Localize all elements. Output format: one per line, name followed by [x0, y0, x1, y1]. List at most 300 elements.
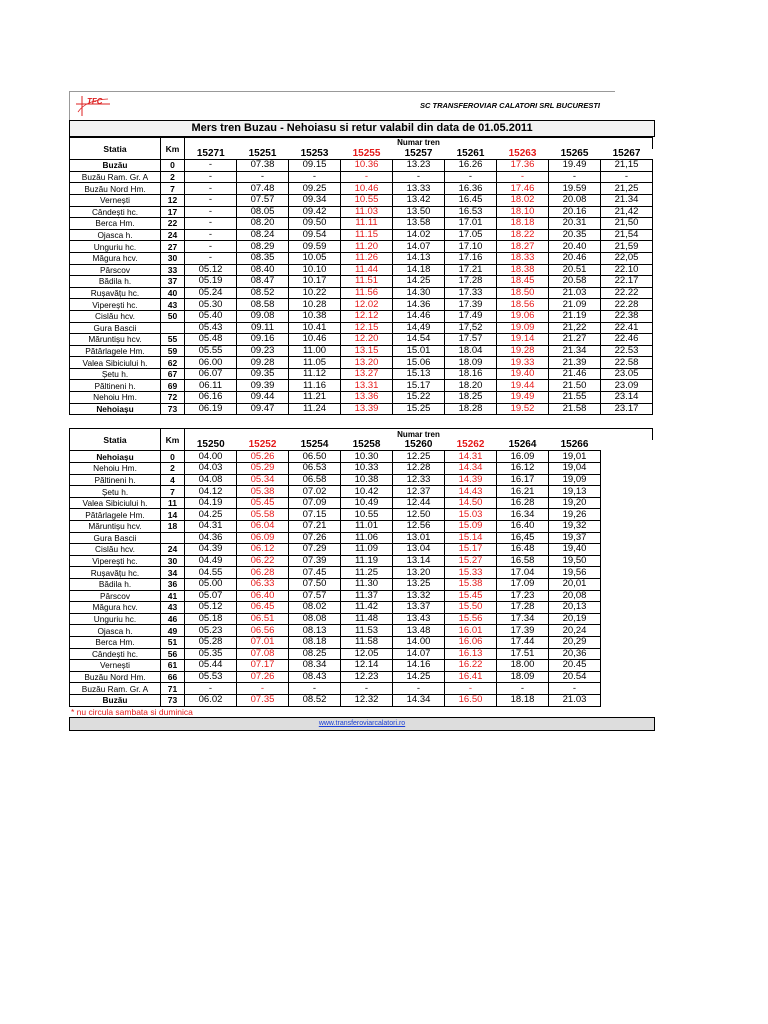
departure-time: 19,40: [549, 544, 601, 556]
departure-time: 10.55: [341, 509, 393, 521]
km-value: 2: [161, 463, 185, 475]
departure-time: 07.08: [237, 648, 289, 660]
numar-tren-header: Numar tren: [185, 429, 653, 440]
empty-cell: [601, 555, 653, 567]
table-row: [70, 403, 653, 415]
table-row: [70, 241, 653, 253]
station-name: Măgura hcv.: [70, 602, 161, 614]
station-name: Nehoiașu: [70, 451, 161, 463]
table-row: [70, 578, 653, 590]
departure-time: 17.04: [497, 567, 549, 579]
departure-time: 18.04: [445, 345, 497, 357]
km-value: 71: [161, 683, 185, 695]
departure-time: 09.25: [289, 183, 341, 195]
departure-time: 14,49: [393, 322, 445, 334]
train-number: 15267: [601, 149, 653, 160]
departure-time: 17.46: [497, 183, 549, 195]
departure-time: 15.45: [445, 590, 497, 602]
footnote: * nu circula sambata si duminica: [71, 706, 193, 717]
departure-time: 08.24: [237, 229, 289, 241]
departure-time: 20.45: [549, 660, 601, 672]
station-name: Buzău Nord Hm.: [70, 671, 161, 683]
departure-time: 19.40: [497, 368, 549, 380]
departure-time: 21,15: [601, 160, 653, 172]
departure-time: 13.27: [341, 368, 393, 380]
departure-time: 21.27: [549, 334, 601, 346]
departure-time: 11.58: [341, 636, 393, 648]
table-row: [70, 322, 653, 334]
departure-time: 14.34: [393, 694, 445, 706]
km-value: 73: [161, 694, 185, 706]
departure-time: 21,50: [601, 218, 653, 230]
table-row: [70, 694, 653, 706]
departure-time: 06.58: [289, 474, 341, 486]
table-row: [70, 334, 653, 346]
departure-time: 16.45: [445, 194, 497, 206]
departure-time: 05.53: [185, 671, 237, 683]
empty-cell: [601, 451, 653, 463]
station-name: Pârscov: [70, 264, 161, 276]
departure-time: 07.48: [237, 183, 289, 195]
departure-time: 12.02: [341, 299, 393, 311]
departure-time: 16.50: [445, 694, 497, 706]
empty-cell: [601, 590, 653, 602]
departure-time: 18.22: [497, 229, 549, 241]
table-row: [70, 264, 653, 276]
numar-tren-header: Numar tren: [185, 138, 653, 149]
departure-time: 06.45: [237, 602, 289, 614]
departure-time: 08.35: [237, 252, 289, 264]
train-number: 15253: [289, 149, 341, 160]
departure-time: 18.27: [497, 241, 549, 253]
departure-time: 10.28: [289, 299, 341, 311]
departure-time: 09.23: [237, 345, 289, 357]
departure-time: 20.58: [549, 276, 601, 288]
departure-time: 11.00: [289, 345, 341, 357]
departure-time: 09.28: [237, 357, 289, 369]
departure-time: 17.34: [497, 613, 549, 625]
station-name: Vernești: [70, 194, 161, 206]
departure-time: 19,50: [549, 555, 601, 567]
departure-time: 18.16: [445, 368, 497, 380]
departure-time: 11.53: [341, 625, 393, 637]
departure-time: 15.33: [445, 567, 497, 579]
departure-time: 13.36: [341, 392, 393, 404]
empty-cell: [601, 625, 653, 637]
departure-time: 17.44: [497, 636, 549, 648]
departure-time: 10.46: [341, 183, 393, 195]
empty-cell: [601, 474, 653, 486]
departure-time: 11.05: [289, 357, 341, 369]
table-row: [70, 625, 653, 637]
departure-time: 20.54: [549, 671, 601, 683]
departure-time: 06.19: [185, 403, 237, 415]
departure-time: 05.45: [237, 497, 289, 509]
departure-time: 16.58: [497, 555, 549, 567]
table-row: [70, 660, 653, 672]
table-row: [70, 252, 653, 264]
station-name: Nehoiu Hm.: [70, 392, 161, 404]
table-row: [70, 357, 653, 369]
departure-time: 11.42: [341, 602, 393, 614]
station-name: Vernești: [70, 660, 161, 672]
station-name: Măruntișu hcv.: [70, 521, 161, 533]
timetable-sheet: [69, 91, 655, 731]
departure-time: 06.28: [237, 567, 289, 579]
departure-time: 18.25: [445, 392, 497, 404]
departure-time: 22.22: [601, 287, 653, 299]
departure-time: 06.16: [185, 392, 237, 404]
departure-time: 11.12: [289, 368, 341, 380]
km-value: 73: [161, 403, 185, 415]
departure-time: -: [549, 683, 601, 695]
departure-time: 21.34: [549, 345, 601, 357]
departure-time: 11.16: [289, 380, 341, 392]
station-name: Măgura hcv.: [70, 252, 161, 264]
departure-time: 18.45: [497, 276, 549, 288]
departure-time: 14.36: [393, 299, 445, 311]
table-row: [70, 229, 653, 241]
departure-time: 13.32: [393, 590, 445, 602]
km-value: 72: [161, 392, 185, 404]
departure-time: 17.16: [445, 252, 497, 264]
departure-time: 09.39: [237, 380, 289, 392]
km-value: 27: [161, 241, 185, 253]
departure-time: 15.01: [393, 345, 445, 357]
station-column-header: Statia: [70, 429, 161, 451]
departure-time: 11.06: [341, 532, 393, 544]
empty-cell: [601, 602, 653, 614]
table-row: [70, 368, 653, 380]
departure-time: 14.31: [445, 451, 497, 463]
departure-time: 20.51: [549, 264, 601, 276]
departure-time: 13.15: [341, 345, 393, 357]
station-name: Șetu h.: [70, 368, 161, 380]
departure-time: 16.26: [445, 160, 497, 172]
km-value: 61: [161, 660, 185, 672]
departure-time: 14.13: [393, 252, 445, 264]
departure-time: 05.40: [185, 310, 237, 322]
departure-time: 16.34: [497, 509, 549, 521]
departure-time: 11.44: [341, 264, 393, 276]
departure-time: 13.01: [393, 532, 445, 544]
train-number: 15252: [237, 440, 289, 451]
departure-time: 19.59: [549, 183, 601, 195]
departure-time: 12.23: [341, 671, 393, 683]
departure-time: 08.08: [289, 613, 341, 625]
table-row: [70, 509, 653, 521]
table-row: [70, 206, 653, 218]
departure-time: 15.22: [393, 392, 445, 404]
departure-time: 20.35: [549, 229, 601, 241]
empty-cell: [601, 509, 653, 521]
departure-time: 06.04: [237, 521, 289, 533]
departure-time: 08.52: [237, 287, 289, 299]
empty-cell: [601, 683, 653, 695]
departure-time: 08.18: [289, 636, 341, 648]
footer-bar: [69, 717, 655, 731]
departure-time: 13.23: [393, 160, 445, 172]
km-value: 30: [161, 555, 185, 567]
departure-time: 06.12: [237, 544, 289, 556]
departure-time: 12.33: [393, 474, 445, 486]
header-row: [70, 138, 653, 149]
departure-time: 11.15: [341, 229, 393, 241]
departure-time: 07.57: [237, 194, 289, 206]
departure-time: 13.58: [393, 218, 445, 230]
departure-time: -: [185, 160, 237, 172]
departure-time: 07.01: [237, 636, 289, 648]
km-value: 22: [161, 218, 185, 230]
km-value: 14: [161, 509, 185, 521]
table-row: [70, 183, 653, 195]
departure-time: 14.43: [445, 486, 497, 498]
departure-time: 12.37: [393, 486, 445, 498]
departure-time: 07.29: [289, 544, 341, 556]
departure-time: 15.56: [445, 613, 497, 625]
km-value: 43: [161, 602, 185, 614]
departure-time: 16,45: [497, 532, 549, 544]
departure-time: 11.30: [341, 578, 393, 590]
departure-time: 05.43: [185, 322, 237, 334]
table-row: [70, 194, 653, 206]
departure-time: 05.35: [185, 648, 237, 660]
train-number: 15255: [341, 149, 393, 160]
departure-time: 13.14: [393, 555, 445, 567]
empty-cell: [601, 671, 653, 683]
departure-time: 16.06: [445, 636, 497, 648]
departure-time: 17,52: [445, 322, 497, 334]
km-value: 50: [161, 310, 185, 322]
departure-time: 18.33: [497, 252, 549, 264]
departure-time: 20,01: [549, 578, 601, 590]
departure-time: 17.28: [445, 276, 497, 288]
departure-time: 09.16: [237, 334, 289, 346]
km-value: 59: [161, 345, 185, 357]
departure-time: 10.38: [341, 474, 393, 486]
station-name: Buzău Nord Hm.: [70, 183, 161, 195]
departure-time: 16.22: [445, 660, 497, 672]
departure-time: 17.39: [445, 299, 497, 311]
departure-time: 19,04: [549, 463, 601, 475]
departure-time: 12.15: [341, 322, 393, 334]
departure-time: 09.35: [237, 368, 289, 380]
station-name: Bădila h.: [70, 578, 161, 590]
departure-time: 22,05: [601, 252, 653, 264]
departure-time: 14.16: [393, 660, 445, 672]
departure-time: 05.58: [237, 509, 289, 521]
table-row: [70, 497, 653, 509]
departure-time: 17.28: [497, 602, 549, 614]
station-name: Nehoiu Hm.: [70, 463, 161, 475]
departure-time: 05.23: [185, 625, 237, 637]
departure-time: 13.04: [393, 544, 445, 556]
station-name: Rușavățu hc.: [70, 567, 161, 579]
departure-time: 15.09: [445, 521, 497, 533]
departure-time: 06.00: [185, 357, 237, 369]
empty-cell: [601, 613, 653, 625]
departure-time: 21,25: [601, 183, 653, 195]
departure-time: 08.13: [289, 625, 341, 637]
departure-time: 05.55: [185, 345, 237, 357]
departure-time: 17.01: [445, 218, 497, 230]
departure-time: 14.50: [445, 497, 497, 509]
departure-time: -: [185, 229, 237, 241]
departure-time: 18.28: [445, 403, 497, 415]
empty-cell: [601, 440, 653, 451]
table-row: [70, 555, 653, 567]
km-value: 43: [161, 299, 185, 311]
km-value: 0: [161, 160, 185, 172]
departure-time: 22.41: [601, 322, 653, 334]
departure-time: 23.09: [601, 380, 653, 392]
departure-time: 19.09: [497, 322, 549, 334]
departure-time: 21,42: [601, 206, 653, 218]
departure-time: 08.02: [289, 602, 341, 614]
departure-time: 16.48: [497, 544, 549, 556]
departure-time: 05.24: [185, 287, 237, 299]
departure-time: 13.39: [341, 403, 393, 415]
departure-time: 19,20: [549, 497, 601, 509]
departure-time: 12.14: [341, 660, 393, 672]
departure-time: 17.05: [445, 229, 497, 241]
departure-time: 18.09: [445, 357, 497, 369]
departure-time: 14.18: [393, 264, 445, 276]
departure-time: 09.34: [289, 194, 341, 206]
station-name: Măruntișu hcv.: [70, 334, 161, 346]
train-number: 15258: [341, 440, 393, 451]
empty-cell: [601, 567, 653, 579]
departure-time: -: [393, 683, 445, 695]
empty-cell: [601, 521, 653, 533]
table-row: [70, 486, 653, 498]
departure-time: 16.41: [445, 671, 497, 683]
empty-cell: [601, 544, 653, 556]
departure-time: 10.49: [341, 497, 393, 509]
departure-time: 17.36: [497, 160, 549, 172]
departure-time: 09.50: [289, 218, 341, 230]
departure-time: 12.12: [341, 310, 393, 322]
departure-time: 15.38: [445, 578, 497, 590]
departure-time: 21.03: [549, 287, 601, 299]
departure-time: 10.46: [289, 334, 341, 346]
km-value: 40: [161, 287, 185, 299]
departure-time: 20,24: [549, 625, 601, 637]
departure-time: 19.52: [497, 403, 549, 415]
km-value: 2: [161, 171, 185, 183]
departure-time: 09.11: [237, 322, 289, 334]
departure-time: 16.28: [497, 497, 549, 509]
km-value: 66: [161, 671, 185, 683]
departure-time: 07.39: [289, 555, 341, 567]
departure-time: 10.41: [289, 322, 341, 334]
station-name: Rușavățu hc.: [70, 287, 161, 299]
departure-time: 14.00: [393, 636, 445, 648]
train-number: 15261: [445, 149, 497, 160]
km-value: 24: [161, 229, 185, 241]
departure-time: 18.56: [497, 299, 549, 311]
empty-cell: [601, 578, 653, 590]
train-number: 15251: [237, 149, 289, 160]
train-number: 15254: [289, 440, 341, 451]
departure-time: 15.17: [445, 544, 497, 556]
station-name: Buzău: [70, 160, 161, 172]
departure-time: 16.12: [497, 463, 549, 475]
departure-time: 21.50: [549, 380, 601, 392]
departure-time: 12.25: [393, 451, 445, 463]
departure-time: 19.14: [497, 334, 549, 346]
empty-cell: [601, 486, 653, 498]
empty-cell: [601, 694, 653, 706]
departure-time: 18.50: [497, 287, 549, 299]
departure-time: 06.51: [237, 613, 289, 625]
departure-time: 19.28: [497, 345, 549, 357]
km-value: 11: [161, 497, 185, 509]
departure-time: 21.46: [549, 368, 601, 380]
km-value: 17: [161, 206, 185, 218]
departure-time: 05.29: [237, 463, 289, 475]
departure-time: 04.00: [185, 451, 237, 463]
departure-time: 07.15: [289, 509, 341, 521]
departure-time: 22.46: [601, 334, 653, 346]
departure-time: 19,56: [549, 567, 601, 579]
station-name: Cislău hcv.: [70, 310, 161, 322]
km-value: 62: [161, 357, 185, 369]
company-name: SC TRANSFEROVIAR CALATORI SRL BUCURESTI: [419, 101, 600, 110]
departure-time: 07.21: [289, 521, 341, 533]
departure-time: 07.38: [237, 160, 289, 172]
departure-time: 08.58: [237, 299, 289, 311]
km-value: [161, 322, 185, 334]
km-value: 55: [161, 334, 185, 346]
departure-time: -: [185, 683, 237, 695]
table-row: [70, 310, 653, 322]
station-name: Unguriu hc.: [70, 613, 161, 625]
departure-time: 18.18: [497, 218, 549, 230]
departure-time: 04.49: [185, 555, 237, 567]
departure-time: 17.09: [497, 578, 549, 590]
departure-time: 11.48: [341, 613, 393, 625]
departure-time: 06.33: [237, 578, 289, 590]
departure-time: 18.09: [497, 671, 549, 683]
sheet-header: [69, 91, 615, 120]
km-value: 24: [161, 544, 185, 556]
departure-time: 20.40: [549, 241, 601, 253]
departure-time: 08.43: [289, 671, 341, 683]
website-link[interactable]: www.transferoviarcalatori.ro: [318, 719, 406, 727]
departure-time: 19,32: [549, 521, 601, 533]
departure-time: 09.54: [289, 229, 341, 241]
departure-time: 12.05: [341, 648, 393, 660]
departure-time: 16.17: [497, 474, 549, 486]
departure-time: 18.38: [497, 264, 549, 276]
departure-time: 11.19: [341, 555, 393, 567]
departure-time: 19,01: [549, 451, 601, 463]
departure-time: 12.20: [341, 334, 393, 346]
departure-time: -: [185, 252, 237, 264]
departure-time: 13.43: [393, 613, 445, 625]
departure-time: 11.51: [341, 276, 393, 288]
departure-time: 07.09: [289, 497, 341, 509]
departure-time: 05.28: [185, 636, 237, 648]
departure-time: -: [445, 171, 497, 183]
table-row: [70, 451, 653, 463]
table-row: [70, 218, 653, 230]
departure-time: 11.11: [341, 218, 393, 230]
table-row: [70, 636, 653, 648]
departure-time: -: [185, 206, 237, 218]
departure-time: -: [341, 171, 393, 183]
